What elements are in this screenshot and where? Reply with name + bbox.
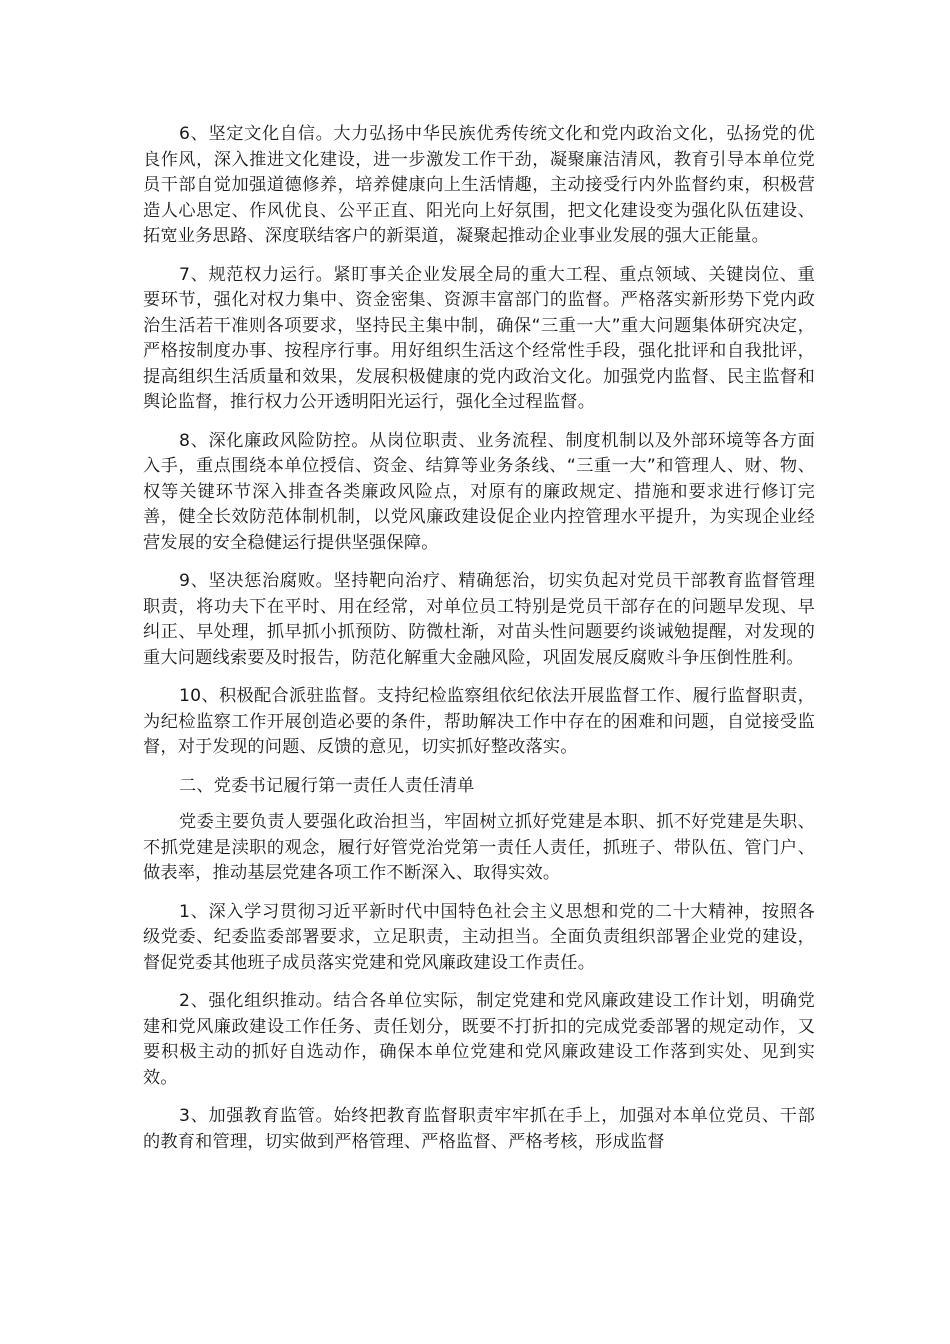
- document-page: [143, 122, 815, 1168]
- paragraph-item-9: 9、坚决惩治腐败。坚持靶向治疗、精确惩治，切实负起对党员干部教育监督管理职责，将功夫下在平时、用在经常，对单位员工特别是党员干部存在的问题早发现、早纠正、早处理，抓早抓小抓预防、防微杜渐，对苗头性问题要约谈诫勉提醒，对发现的重大问题线索要及时报告，防范化解重大金融风险，巩固发展反腐败斗争压倒性胜利。: [143, 571, 815, 668]
- paragraph-item-10: 10、积极配合派驻监督。支持纪检监察组依纪依法开展监督工作、履行监督职责，为纪检监察工作开展创造必要的条件，帮助解决工作中存在的困难和问题，自觉接受监督，对于发现的问题、反馈的意见，切实抓好整改落实。: [143, 686, 815, 757]
- section-heading: 二、党委书记履行第一责任人责任清单: [179, 775, 475, 796]
- paragraph-item-3: 3、加强教育监管。始终把教育监督职责牢牢抓在手上，加强对本单位党员、干部的教育和管理，切实做到严格管理、严格监督、严格考核，形成监督: [143, 1106, 815, 1152]
- section-intro-paragraph: 党委主要负责人要强化政治担当，牢固树立抓好党建是本职、抓不好党建是失职、不抓党建是渎职的观念，履行好管党治党第一责任人责任，抓班子、带队伍、管门户、做表率，推动基层党建各项工作不断深入、取得实效。: [143, 812, 815, 883]
- paragraph-item-6: 6、坚定文化自信。大力弘扬中华民族优秀传统文化和党内政治文化，弘扬党的优良作风，深入推进文化建设，进一步激发工作干劲，凝聚廉洁清风，教育引导本单位党员干部自觉加强道德修养，培养健康向上生活情趣，主动接受行内外监督约束，积极营造人心思定、作风优良、公平正直、阳光向上好氛围，把文化建设变为强化队伍建设、拓宽业务思路、深度联结客户的新渠道，凝聚起推动企业事业发展的强大正能量。: [143, 124, 815, 246]
- paragraph-item-1: 1、深入学习贯彻习近平新时代中国特色社会主义思想和党的二十大精神，按照各级党委、纪委监委部署要求，立足职责，主动担当。全面负责组织部署企业党的建设，督促党委其他班子成员落实党建和党风廉政建设工作责任。: [143, 901, 815, 973]
- paragraph-item-7: 7、规范权力运行。紧盯事关企业发展全局的重大工程、重点领域、关键岗位、重要环节，强化对权力集中、资金密集、资源丰富部门的监督。严格落实新形势下党内政治生活若干准则各项要求，坚持民主集中制，确保“三重一大”重大问题集体研究决定，严格按制度办事、按程序行事。用好组织生活这个经常性手段，强化批评和自我批评，提高组织生活质量和效果，发展积极健康的党内政治文化。加强党内监督、民主监督和舆论监督，推行权力公开透明阳光运行，强化全过程监督。: [143, 264, 815, 412]
- paragraph-item-8: 8、深化廉政风险防控。从岗位职责、业务流程、制度机制以及外部环境等各方面入手，重点围绕本单位授信、资金、结算等业务条线、“三重一大”和管理人、财、物、权等关键环节深入排查各类廉政风险点，对原有的廉政规定、措施和要求进行修订完善，健全长效防范体制机制，以党风廉政建设促企业内控管理水平提升，为实现企业经营发展的安全稳健运行提供坚强保障。: [143, 430, 815, 553]
- paragraph-item-2: 2、强化组织推动。结合各单位实际，制定党建和党风廉政建设工作计划，明确党建和党风廉政建设工作任务、责任划分，既要不打折扣的完成党委部署的规定动作，又要积极主动的抓好自选动作，确保本单位党建和党风廉政建设工作落到实处、见到实效。: [143, 991, 815, 1088]
